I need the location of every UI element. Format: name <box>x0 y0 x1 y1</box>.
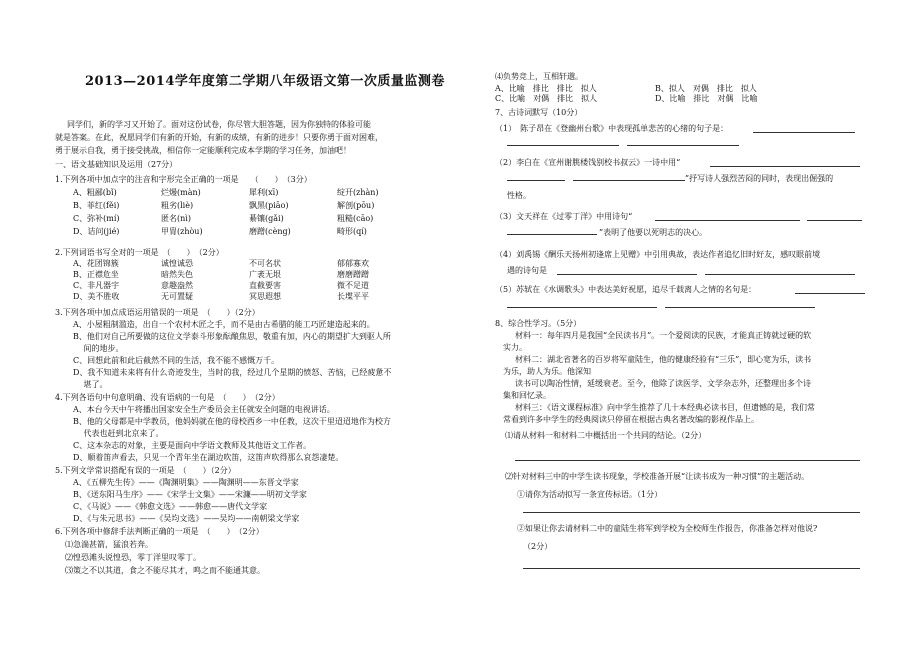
q2-option: B、正襟危坐 <box>73 270 119 279</box>
q7-4a: （4）刘禹锡《酬乐天扬州初逢席上见赠》中引用典故，表达作者追忆旧时好友，感叹眼前境 <box>495 250 821 259</box>
q6-answer-options <box>495 84 815 104</box>
q2-option: 不可名状 <box>249 259 281 268</box>
answer-blank[interactable] <box>557 274 697 275</box>
sub-question-2a: ①请你为活动拟写一条宣传标语。（1分） <box>517 490 663 499</box>
q3-line: 间的地步。 <box>73 344 124 353</box>
sub-question-1: ⑴请从材料一和材料二中概括出一个共同的结论。（2分） <box>505 431 707 440</box>
q6-option: D、比喻 排比 对偶 比喻 <box>655 94 758 103</box>
q1-option: 匿名(nì) <box>161 214 191 223</box>
q2-option: 微不足道 <box>337 281 369 290</box>
answer-blank[interactable] <box>710 166 860 167</box>
q7-2c: 性格。 <box>507 191 531 200</box>
q1-option: 綦镶(gǎi) <box>249 214 284 223</box>
q6-line: ⑵惶恐滩头说惶恐，零丁洋里叹零丁。 <box>65 553 201 562</box>
q1-option: D、诘问(jié) <box>73 227 120 236</box>
q7-2a: （2）李白在《宣州谢朓楼饯别校书叔云》一诗中用“ <box>495 158 681 167</box>
q6-line: ⑶策之不以其道，食之不能尽其才，鸣之而不能通其意。 <box>65 566 265 575</box>
material-3: 材料三：《语文课程标准》向中学生推荐了几十本经典必读书目，但遗憾的是，我们常 <box>515 403 815 412</box>
q4-line: 代表也赶到北京来了。 <box>73 429 164 438</box>
q4-line: D、顺着笛声看去，只见一个青年坐在湖边吹笛，这笛声吹得那么哀怨凄楚。 <box>73 453 344 462</box>
q1-option: A、粗鄙(bǐ) <box>73 188 117 197</box>
answer-blank[interactable] <box>807 220 862 221</box>
q2-option: 直截要害 <box>249 281 281 290</box>
q6-option: B、拟人 对偶 排比 拟人 <box>655 84 757 93</box>
q2-option: 广袤无垠 <box>249 270 281 279</box>
answer-blank[interactable] <box>507 180 565 181</box>
q3-line: C、回想此前和此后截然不同的生活，我不能不感慨万千。 <box>73 356 280 365</box>
material-1: 实力。 <box>503 343 527 352</box>
q1-option: 粗劣(liè) <box>161 201 194 210</box>
q5-line: C、《马说》——《韩愈文选》——韩愈——唐代文学家 <box>73 502 268 511</box>
q2-option: 郁郁寡欢 <box>337 259 369 268</box>
q4-stem: 4.下列各语句中句意明确、没有语病的一句是 （ ） （2分） <box>55 393 280 402</box>
q7-3b: ”表明了他要以死明志的决心。 <box>599 228 708 237</box>
q1-option: C、弥补(mí) <box>73 214 120 223</box>
q1-option: 犀利(xī) <box>249 188 279 197</box>
material-2: 集和回忆录。 <box>503 391 551 400</box>
q3-stem: 3.下列各项中加点成语运用错误的一项是 （ ）（2分） <box>55 308 260 317</box>
answer-blank[interactable] <box>507 145 619 146</box>
q2-options <box>73 259 425 302</box>
q2-option: D、美不胜收 <box>73 292 120 301</box>
q8-heading: 8、综合性学习。（5分） <box>495 319 582 328</box>
q2-option: 磨磨蹭蹭 <box>337 270 369 279</box>
sub-question-2b: ②如果让你去请材料二中的童陆生将军到学校为全校师生作报告，你准备怎样对他说? <box>517 524 818 533</box>
q2-option: 暗然失色 <box>161 270 193 279</box>
material-3: 常看到许多中学生的经典阅读只停留在根据古典名著改编的影视作品上。 <box>503 415 759 424</box>
answer-blank[interactable] <box>665 307 815 308</box>
answer-line[interactable] <box>523 568 860 569</box>
answer-blank[interactable] <box>753 132 855 133</box>
q7-4b: 遇的诗句是 <box>507 266 547 275</box>
q5-stem: 5.下列文学常识搭配有误的一项是 （ ）（2分） <box>55 466 236 475</box>
q2-option: 冥思遐想 <box>249 292 281 301</box>
q6-line: ⑴急湍甚箭，猛浪若奔。 <box>65 540 153 549</box>
q1-options <box>73 188 425 237</box>
material-1: 材料一：每年四月是我国“全民读书月”。一个爱阅读的民族，才能真正铸就过硬的软 <box>515 331 812 340</box>
q1-option: 粗糙(cāo) <box>337 214 374 223</box>
q1-option: 飘黑(piāo) <box>249 201 289 210</box>
answer-blank[interactable] <box>627 145 739 146</box>
q6-option: C、比喻 对偶 排比 拟人 <box>495 94 598 103</box>
q1-option: 烂熳(màn) <box>161 188 201 197</box>
answer-blank[interactable] <box>507 234 597 235</box>
answer-blank[interactable] <box>795 293 865 294</box>
q2-option: 长堞平平 <box>337 292 369 301</box>
q3-line: A、小屋粗制滥造，出自一个农村木匠之手，而不是由古希腊的能工巧匠建造起来的。 <box>73 320 375 329</box>
answer-line[interactable] <box>515 460 860 461</box>
q5-line: B、《送东阳马生序》——《宋学士文集》——宋濂——明初文学家 <box>73 490 307 499</box>
q5-line: A、《五柳先生传》——《陶渊明集》——陶渊明——东晋文学家 <box>73 478 299 487</box>
q1-option: 甲胄(zhòu) <box>161 227 203 236</box>
q7-2b: ”抒写诗人强烈苦闷的同时，表现出倔强的 <box>685 174 834 183</box>
q2-option: 意趣盎然 <box>161 281 193 290</box>
sub-question-2b-points: （2分） <box>523 542 553 551</box>
exam-title: 2013—2014学年度第二学期八年级语文第一次质量监测卷 <box>85 74 445 89</box>
material-2: 材料二：湖北省著名的百岁将军童陆生，他的健康经验有“三乐”，即心宽为乐，读书 <box>515 355 812 364</box>
q7-3a: （3）文天祥在《过零丁洋》中用诗句“ <box>495 212 633 221</box>
q6-option: A、比喻 排比 排比 拟人 <box>495 84 597 93</box>
intro-line-2: 就是答案。在此，祝愿同学们有新的开始，有新的成绩，有新的进步！只要你勇于面对困难， <box>55 133 383 142</box>
q1-option: 解剖(pōu) <box>337 201 375 210</box>
q3-line: D、我不知道未来将有什么奇迹发生，当时的我，经过几个星期的愤怒、苦恼，已经疲惫不 <box>73 368 392 377</box>
q1-option: 磨蹭(cèng) <box>249 227 291 236</box>
q3-line: 堪了。 <box>73 380 108 389</box>
q2-option: C、非凡器宇 <box>73 281 120 290</box>
sub-question-2: ⑵针对材料三中的中学生读书现象，学校准备开展“让读书成为一种习惯”的主题活动。 <box>505 472 810 481</box>
material-2: 为乐，助人为乐。他深知 <box>503 367 591 376</box>
q6-continued: ⑷负势竞上，互相轩邈。 <box>495 72 583 81</box>
q3-line: B、他们对自己所要做的这位文学泰斗形象酝酿焦思，敬重有加，内心的期望扩大到驱人所 <box>73 332 391 341</box>
intro-line-1: 同学们，新的学习又开始了。面对这份试卷，你尽管大胆答题，因为你独特的体验可能 <box>67 120 371 129</box>
answer-blank[interactable] <box>507 307 657 308</box>
q4-line: C、这本杂志的对象，主要是面向中学语文教师及其他语文工作者。 <box>73 441 312 450</box>
q6-stem: 6.下列各项中修辞手法判断正确的一项是 （ ） （2分） <box>55 527 264 536</box>
answer-blank[interactable] <box>705 274 855 275</box>
q4-line: B、他的父母都是中学教员，他妈妈就在他的母校西乡一中任教，这次干里迢迢地作为校方 <box>73 417 391 426</box>
q2-stem: 2.下列词语书写全对的一项是 （ ） （2分） <box>55 248 224 257</box>
q4-line: A、本台今天中午将播出国家安全生产委员会主任就安全问题的电视讲话。 <box>73 405 335 414</box>
q7-heading: 7、古诗词默写（10分） <box>495 108 583 117</box>
section-heading: 一、语文基础知识及运用（27分） <box>55 160 178 169</box>
answer-blank[interactable] <box>655 220 800 221</box>
answer-line[interactable] <box>523 512 860 513</box>
q1-stem: 1.下列各项中加点字的注音和字形完全正确的一项是 （ ） （3分） <box>55 175 312 184</box>
material-2: 读书可以陶冶性情，延缓衰老。至今，他除了读医学、文学杂志外，还整理出多个诗 <box>515 379 811 388</box>
q7-5: （5）苏轼在《水调歌头》中表达美好祝愿，追尽千载离人之情的名句是： <box>495 285 757 294</box>
q7-1: （1） 陈子昂在《登幽州台歌》中表现孤单悲苦的心绪的句子是： <box>495 124 729 133</box>
q2-option: A、花团锦簇 <box>73 259 119 268</box>
q5-line: D、《与朱元思书》——《吴均文选》——吴均——南朝梁文学家 <box>73 514 300 523</box>
q2-option: 无可置疑 <box>161 292 193 301</box>
q1-option: 畸形(qí) <box>337 227 367 236</box>
q2-option: 诚惶诚恐 <box>161 259 193 268</box>
answer-blank[interactable] <box>573 180 685 181</box>
q1-option: 绽开(zhàn) <box>337 188 379 197</box>
q1-option: B、菲红(fěi) <box>73 201 120 210</box>
intro-line-3: 勇于展示自我，勇于接受挑战，相信你一定能顺利完成本学期的学习任务，加油吧！ <box>55 146 351 155</box>
